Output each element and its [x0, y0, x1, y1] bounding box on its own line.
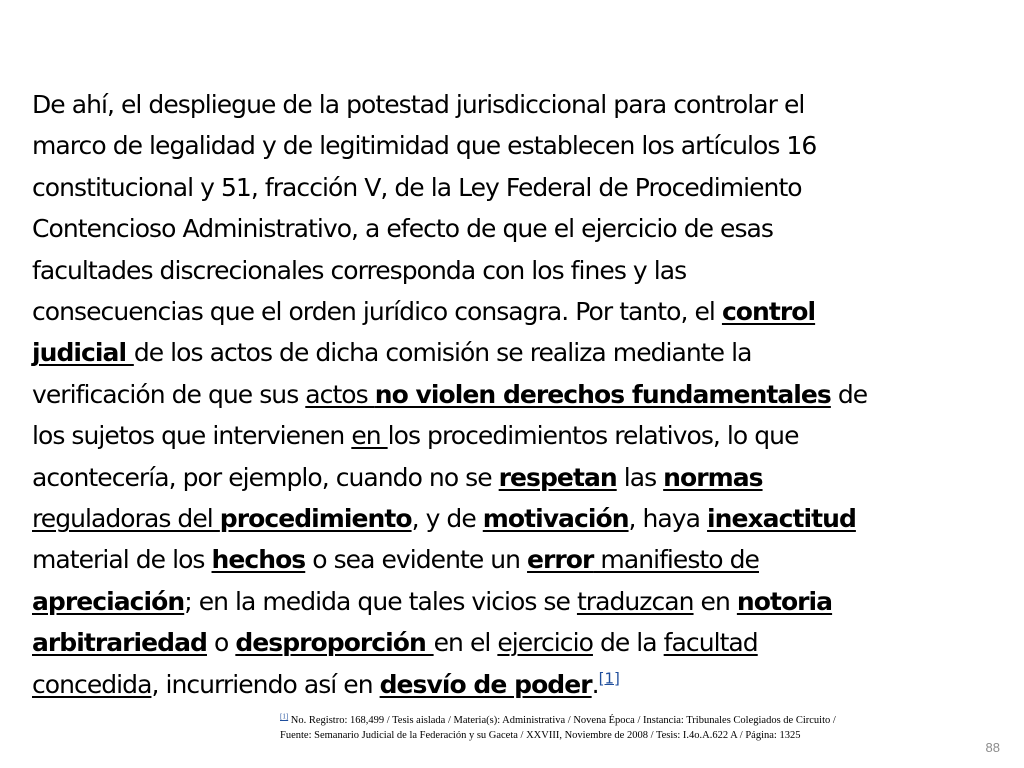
text-run: desproporción	[235, 628, 434, 658]
text-run: facultad	[663, 628, 758, 658]
text-run: procedimiento	[219, 504, 412, 534]
paragraph-line	[32, 208, 982, 249]
text-run: en	[351, 421, 388, 451]
text-run: los sujetos que intervienen	[32, 421, 352, 451]
text-run: en	[693, 586, 737, 616]
text-run: error	[527, 545, 594, 575]
text-run: en el	[433, 628, 498, 658]
text-run: facultades discrecionales corresponda con los fines y las	[32, 255, 687, 285]
text-run: desvío de poder	[379, 669, 592, 699]
paragraph-line	[32, 581, 982, 622]
text-run: hechos	[211, 545, 306, 575]
text-run: no violen derechos fundamentales	[374, 379, 831, 409]
paragraph-line	[32, 457, 982, 498]
paragraph-line	[32, 374, 982, 415]
text-run: apreciación	[32, 586, 185, 616]
paragraph-line	[32, 622, 982, 663]
page-number: 88	[985, 740, 1000, 755]
footnote-line-2: Fuente: Semanario Judicial de la Federación y su Gaceta / XXVIII, Noviembre de 2008 / Tesis: I.4o.A.622 A / Página: 1325	[280, 730, 801, 741]
paragraph-line	[32, 664, 982, 705]
text-run: notoria	[736, 586, 833, 616]
footnote	[280, 713, 880, 743]
text-run: los procedimientos relativos, lo que	[387, 421, 799, 451]
text-run: .	[591, 669, 599, 699]
paragraph-line	[32, 250, 982, 291]
text-run: reguladoras del	[32, 504, 220, 534]
text-run: verificación de que sus	[32, 379, 306, 409]
text-run: , incurriendo así en	[151, 669, 380, 699]
paragraph-line	[32, 415, 982, 456]
text-run: las	[616, 462, 664, 492]
text-run: consecuencias que el orden jurídico consagra. Por tanto, el	[32, 297, 722, 327]
text-run: arbitrariedad	[32, 628, 207, 658]
text-run: , y de	[411, 504, 483, 534]
text-run: o sea evidente un	[305, 545, 528, 575]
paragraph-line	[32, 332, 982, 373]
text-run: ejercicio	[497, 628, 593, 658]
text-run: acontecería, por ejemplo, cuando no se	[32, 462, 499, 492]
text-run: Contencioso Administrativo, a efecto de que el ejercicio de esas	[32, 214, 773, 244]
text-run: traduzcan	[576, 586, 694, 616]
text-run: concedida	[32, 669, 152, 699]
text-run: motivación	[482, 504, 629, 534]
text-run: judicial	[32, 338, 134, 368]
text-run: control	[721, 297, 816, 327]
footnote-text-1: No. Registro: 168,499 / Tesis aislada / Materia(s): Administrativa / Novena Época / Instancia: Tribunales Colegiados de Circuito /	[288, 715, 836, 726]
text-run: o	[206, 628, 236, 658]
main-paragraph	[32, 84, 982, 705]
footnote-line-1	[280, 713, 880, 728]
text-run: material de los	[32, 545, 212, 575]
text-run: constitucional y 51, fracción V, de la Ley Federal de Procedimiento	[32, 172, 802, 202]
text-run: inexactitud	[707, 504, 856, 534]
text-run: actos	[305, 379, 375, 409]
text-run: normas	[663, 462, 763, 492]
text-run: respetan	[498, 462, 617, 492]
footnote-reference-link[interactable]: [1]	[598, 669, 620, 688]
footnote-marker[interactable]: [1]	[280, 712, 289, 721]
paragraph-line	[32, 167, 982, 208]
paragraph-line	[32, 291, 982, 332]
text-run: , haya	[628, 504, 708, 534]
paragraph-line	[32, 539, 982, 580]
text-run: ; en la medida que tales vicios se	[184, 586, 577, 616]
text-run: manifiesto de	[593, 545, 759, 575]
paragraph-line	[32, 84, 982, 125]
text-run: marco de legalidad y de legitimidad que establecen los artículos 16	[32, 131, 817, 161]
text-run: de los actos de dicha comisión se realiza mediante la	[133, 338, 752, 368]
text-run: de la	[592, 628, 664, 658]
text-run: de	[830, 379, 868, 409]
paragraph-line	[32, 125, 982, 166]
text-run: De ahí, el despliegue de la potestad jurisdiccional para controlar el	[32, 90, 805, 119]
paragraph-line	[32, 498, 982, 539]
